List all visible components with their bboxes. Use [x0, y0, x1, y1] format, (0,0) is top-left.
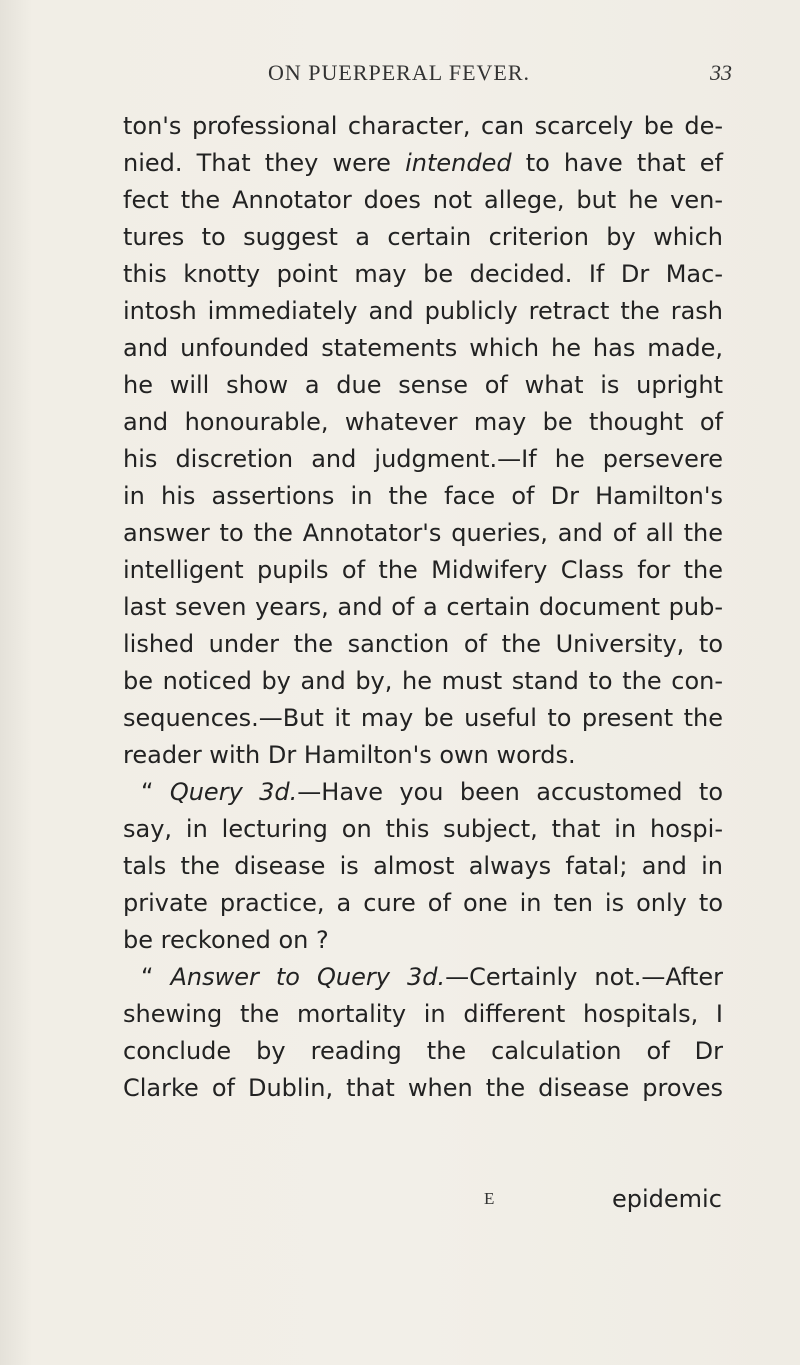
- text-line: nied. That they were intended to have that ef: [123, 149, 723, 177]
- text-line: in his assertions in the face of Dr Hamilton's: [123, 482, 723, 510]
- text-line: fect the Annotator does not allege, but he ven-: [123, 186, 723, 214]
- italic-heading: Query 3d.: [169, 778, 298, 806]
- text-line: lished under the sanction of the University, to: [123, 630, 723, 658]
- text-line: he will show a due sense of what is upright: [123, 371, 723, 399]
- text-line: tals the disease is almost always fatal; and in: [123, 852, 723, 880]
- italic-word: intended: [405, 149, 512, 177]
- page-number: 33: [710, 60, 732, 85]
- text-line: intelligent pupils of the Midwifery Class for the: [123, 556, 723, 584]
- italic-heading: Answer to Query 3d.: [170, 963, 446, 991]
- text-line: last seven years, and of a certain document pub-: [123, 593, 723, 621]
- body-text: [123, 108, 723, 1107]
- text-line: “ Query 3d.—Have you been accustomed to: [141, 778, 724, 806]
- text-line: reader with Dr Hamilton's own words.: [123, 741, 576, 769]
- catchword: epidemic: [612, 1185, 722, 1213]
- text-line: be reckoned on ?: [123, 926, 329, 954]
- text-line: sequences.—But it may be useful to present the: [123, 704, 723, 732]
- text-line: tures to suggest a certain criterion by which: [123, 223, 723, 251]
- text-line: his discretion and judgment.—If he persevere: [123, 445, 723, 473]
- page-header: [0, 60, 800, 90]
- text-line: answer to the Annotator's queries, and of all the: [123, 519, 723, 547]
- text-line: and unfounded statements which he has made,: [123, 334, 723, 362]
- text-line: this knotty point may be decided. If Dr Mac-: [123, 260, 723, 288]
- text-line: conclude by reading the calculation of Dr: [123, 1037, 723, 1065]
- text-line: say, in lecturing on this subject, that in hospi-: [123, 815, 723, 843]
- page-footer: [0, 1185, 800, 1219]
- text-line: shewing the mortality in different hospitals, I: [123, 1000, 723, 1028]
- running-head: ON PUERPERAL FEVER.: [268, 60, 531, 85]
- signature-mark: E: [484, 1189, 495, 1208]
- text-line: private practice, a cure of one in ten is only to: [123, 889, 723, 917]
- text-line: and honourable, whatever may be thought of: [123, 408, 723, 436]
- text-line: “ Answer to Query 3d.—Certainly not.—After: [141, 963, 723, 991]
- text-line: be noticed by and by, he must stand to the con-: [123, 667, 723, 695]
- text-line: intosh immediately and publicly retract the rash: [123, 297, 723, 325]
- text-line: ton's professional character, can scarcely be de-: [123, 112, 723, 140]
- text-line: Clarke of Dublin, that when the disease proves: [123, 1074, 723, 1102]
